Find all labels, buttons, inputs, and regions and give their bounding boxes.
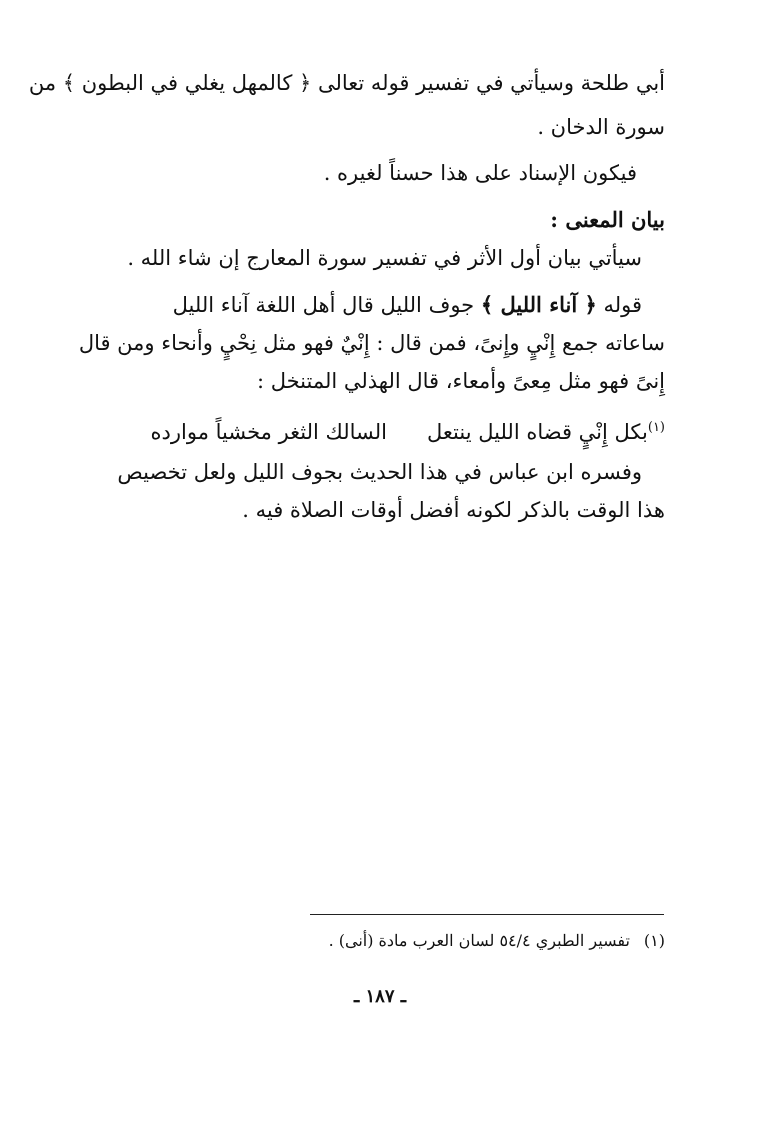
footnote-number: (١): [643, 931, 665, 950]
footnote-separator: [310, 914, 664, 915]
quranic-phrase: ﴿ آناء الليل ﴾: [480, 292, 597, 317]
footnote-text: تفسير الطبري ٥٤/٤ لسان العرب مادة (أنى) .: [328, 931, 630, 950]
paragraph-3: سيأتي بيان أول الأثر في تفسير سورة المعارج إن شاء الله .: [127, 246, 642, 270]
paragraph-2: فيكون الإسناد على هذا حسناً لغيره .: [323, 161, 637, 185]
paragraph-5-line-1: وفسره ابن عباس في هذا الحديث بجوف الليل ولعل تخصيص: [117, 460, 642, 484]
paragraph-4-line-1: [173, 290, 642, 320]
section-heading: بيان المعنى :: [550, 207, 665, 232]
paragraph-4-rest: جوف الليل قال أهل اللغة آناء الليل: [172, 293, 481, 317]
paragraph-1-line-2: سورة الدخان .: [537, 115, 665, 139]
paragraph-4-prefix: قوله: [596, 293, 642, 317]
verse-second-hemistich: بكل إِنْيٍ قضاه الليل ينتعل: [427, 420, 648, 444]
page-number: ـ ١٨٧ ـ: [353, 986, 407, 1007]
verse-first-hemistich: السالك الثغر مخشياً موارده: [150, 420, 387, 444]
paragraph-4-line-3: إِنىً فهو مثل مِعىً وأمعاء، قال الهذلي المتنخل :: [256, 369, 665, 393]
poetry-verse: [151, 413, 665, 447]
paragraph-1-line-1: أبي طلحة وسيأتي في تفسير قوله تعالى ﴿ كالمهل يغلي في البطون ﴾ من: [28, 71, 665, 95]
footnote: [329, 930, 665, 952]
paragraph-5-line-2: هذا الوقت بالذكر لكونه أفضل أوقات الصلاة فيه .: [242, 498, 665, 522]
paragraph-4-line-2: ساعاته جمع إِنْيٍ وإِنىً، فمن قال : إِنْيٌ فهو مثل نِحْيٍ وأنحاء ومن قال: [78, 331, 665, 355]
footnote-reference: (١): [647, 420, 665, 435]
